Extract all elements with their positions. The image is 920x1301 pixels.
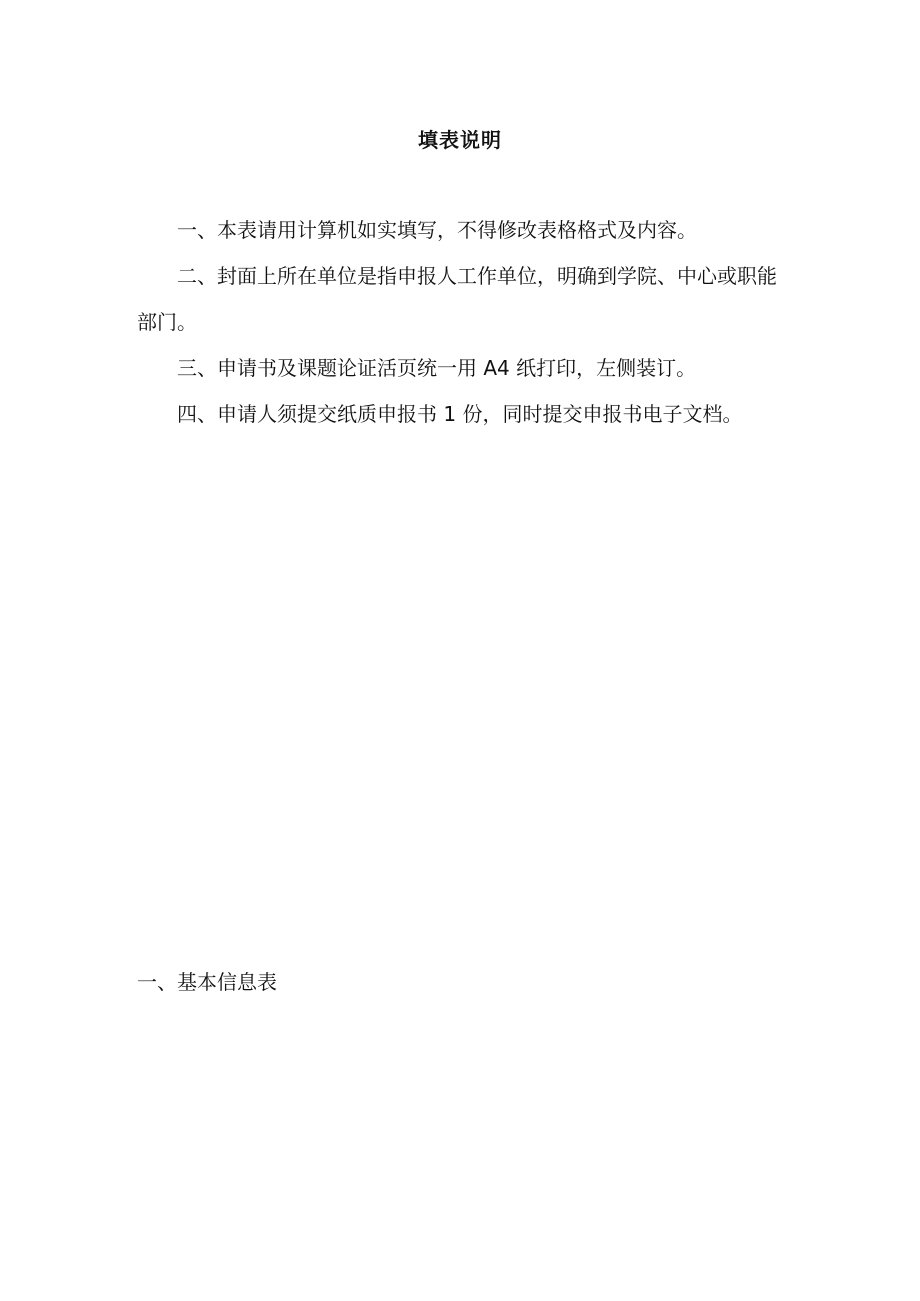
instruction-item-2: 二、封面上所在单位是指申报人工作单位，明确到学院、中心或职能部门。 xyxy=(137,264,777,334)
instruction-item-3: 三、申请书及课题论证活页统一用 A4 纸打印，左侧装订。 xyxy=(177,356,697,380)
page-title: 填表说明 xyxy=(418,128,502,152)
instructions-list xyxy=(137,207,793,437)
instruction-item-4: 四、申请人须提交纸质申报书 1 份，同时提交申报书电子文档。 xyxy=(177,402,743,426)
instruction-item-1: 一、本表请用计算机如实填写，不得修改表格格式及内容。 xyxy=(177,218,697,242)
section-heading: 一、基本信息表 xyxy=(137,970,277,994)
